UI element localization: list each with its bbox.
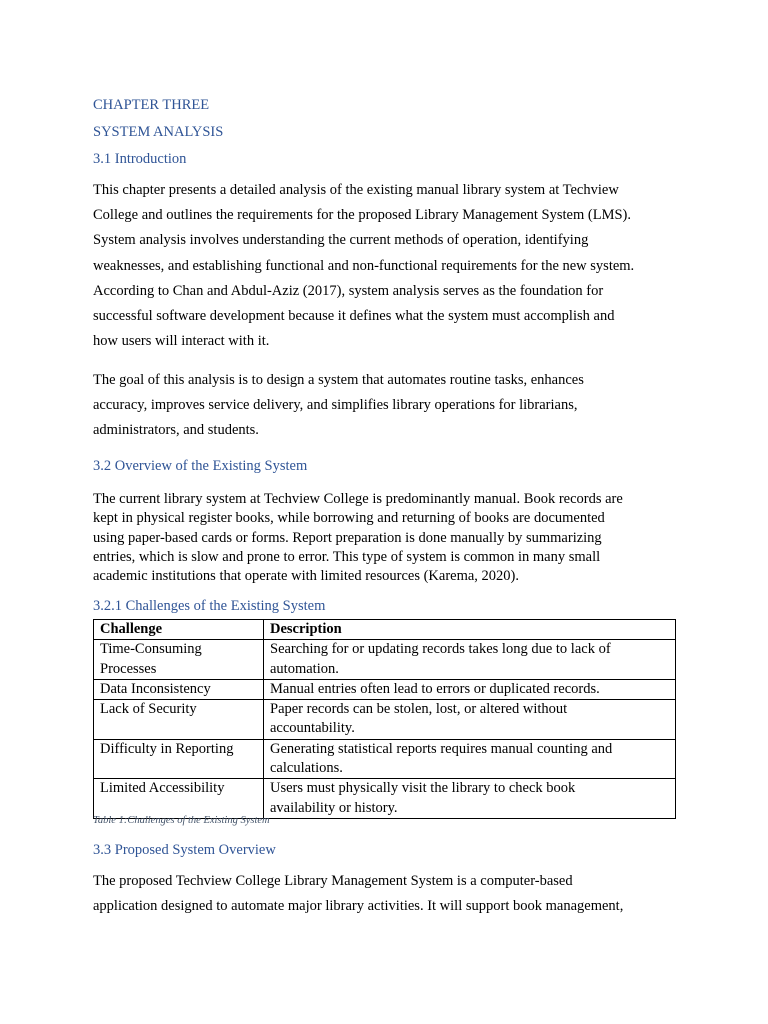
text-line: using paper-based cards or forms. Report preparation is done manually by summarizing [93,529,602,546]
overview-paragraph [93,490,675,586]
description-cell [264,640,676,680]
cell-line: Limited Accessibility [100,780,225,797]
cell-line: Manual entries often lead to errors or duplicated records. [270,680,600,697]
cell-line: Lack of Security [100,701,197,718]
text-line: entries, which is slow and prone to error. This type of system is common in many small [93,548,601,565]
chapter-title: SYSTEM ANALYSIS [93,124,224,140]
text-line: According to Chan and Abdul-Aziz (2017), system analysis serves as the foundation for [93,282,604,299]
table-row [94,779,676,819]
text-line: This chapter presents a detailed analysis of the existing manual library system at Techview [93,182,619,198]
challenges-table [93,619,676,819]
table-row [94,640,676,680]
table-row [94,700,676,740]
text-line: System analysis involves understanding the current methods of operation, identifying [93,232,589,249]
description-cell [264,700,676,740]
table-caption: Table 1:Challenges of the Existing System [93,815,270,826]
challenge-cell [94,679,264,699]
section-heading-challenges: 3.2.1 Challenges of the Existing System [93,598,326,614]
text-line: College and outlines the requirements for the proposed Library Management System (LMS). [93,207,631,224]
description-cell [264,679,676,699]
text-line: accuracy, improves service delivery, and simplifies library operations for librarians, [93,397,578,414]
introduction-paragraph-2 [93,368,675,444]
description-cell [264,779,676,819]
cell-line: Difficulty in Reporting [100,740,234,757]
text-line: application designed to automate major library activities. It will support book management, [93,898,624,915]
cell-line: Generating statistical reports requires manual counting and [270,740,613,757]
challenge-cell [94,739,264,779]
cell-line: automation. [270,660,339,677]
section-heading-proposed: 3.3 Proposed System Overview [93,842,276,858]
chapter-label: CHAPTER THREE [93,97,210,113]
text-line: The proposed Techview College Library Management System is a computer-based [93,873,573,889]
section-heading-overview: 3.2 Overview of the Existing System [93,458,308,474]
description-cell [264,739,676,779]
text-line: The current library system at Techview College is predominantly manual. Book records are [93,491,623,507]
text-line: how users will interact with it. [93,333,270,350]
challenge-cell [94,640,264,680]
text-line: academic institutions that operate with limited resources (Karema, 2020). [93,568,520,585]
cell-line: Searching for or updating records takes long due to lack of [270,641,611,658]
cell-line: Data Inconsistency [100,680,211,697]
text-line: The goal of this analysis is to design a system that automates routine tasks, enhances [93,372,584,388]
table-row [94,679,676,699]
proposed-paragraph [93,869,675,919]
cell-line: accountability. [270,720,355,737]
cell-line: Processes [100,660,157,677]
text-line: successful software development because it defines what the system must accomplish and [93,308,615,325]
section-heading-introduction: 3.1 Introduction [93,151,187,167]
challenge-cell [94,700,264,740]
column-header-description: Description [264,620,676,640]
table-header-row [94,620,676,640]
text-line: weaknesses, and establishing functional and non-functional requirements for the new system. [93,257,635,274]
cell-line: calculations. [270,760,343,777]
introduction-paragraph-1 [93,178,675,354]
cell-line: Users must physically visit the library to check book [270,780,576,797]
text-line: kept in physical register books, while borrowing and returning of books are documented [93,510,605,527]
column-header-challenge: Challenge [94,620,264,640]
challenge-cell [94,779,264,819]
table-row [94,739,676,779]
cell-line: Paper records can be stolen, lost, or altered without [270,701,568,718]
text-line: administrators, and students. [93,422,259,439]
cell-line: Time-Consuming [100,641,202,658]
cell-line: availability or history. [270,799,398,816]
